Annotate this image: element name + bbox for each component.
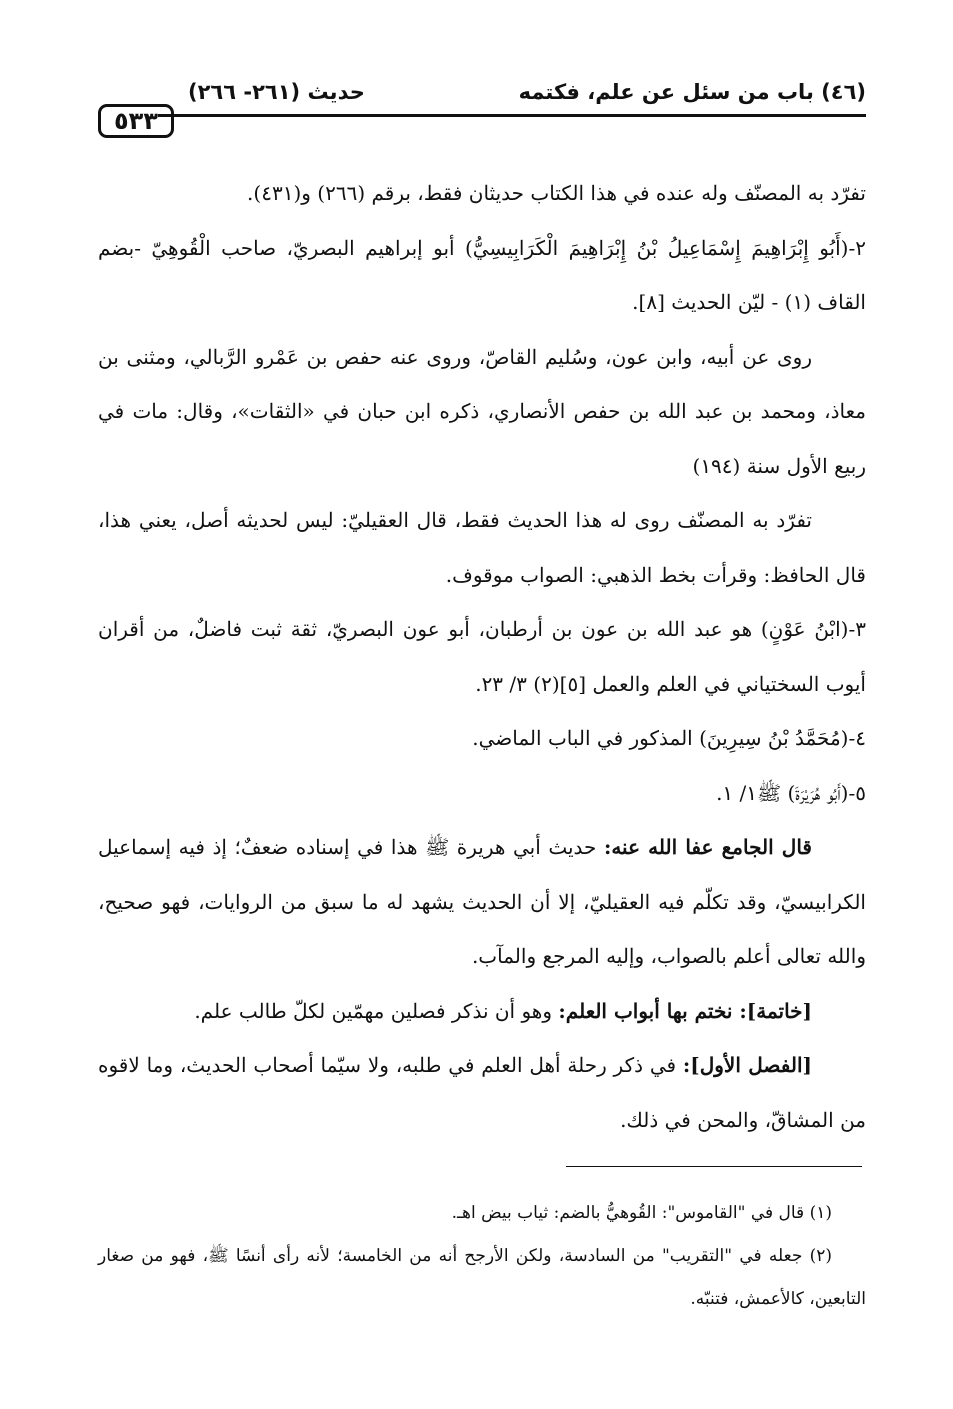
khatima-label: [خاتمة]: نختم بها أبواب العلم: <box>558 998 812 1023</box>
footnote: (٢) جعله في "التقريب" من السادسة، ولكن الأرجح أنه من الخامسة؛ لأنه رأى أنسًا ﷺ، فهو من صغار التابعين، كالأعمش، فتنبّه. <box>98 1246 866 1309</box>
paragraph: ٣-(ابْنُ عَوْنٍ) هو عبد الله بن عون بن أرطبان، أبو عون البصريّ، ثقة ثبت فاضلٌ، من أقران أيوب السختياني في العلم والعمل [٥](٢) ٣/ ٢٣. <box>98 617 866 696</box>
header-rule <box>174 114 866 117</box>
fasl-paragraph <box>98 1038 866 1147</box>
footnote: (١) قال في "القاموس": القُوهيُّ بالضم: ثياب بيض اهـ. <box>451 1203 832 1223</box>
paragraph: تفرّد به المصنّف روى له هذا الحديث فقط، قال العقيليّ: ليس لحديثه أصل، يعني هذا، قال الحافظ: وقرأت بخط الذهبي: الصواب موقوف. <box>98 508 866 587</box>
khatima-paragraph <box>98 984 866 1039</box>
hadith-range: حديث (٢٦١- ٢٦٦) <box>188 80 365 104</box>
footnote-divider <box>566 1166 862 1167</box>
paragraph: ٤-(مُحَمَّدُ بْنُ سِيرِينَ) المذكور في الباب الماضي. <box>472 726 866 750</box>
main-text <box>98 166 866 1147</box>
paragraph: ٢-(أَبُو إِبْرَاهِيمَ إِسْمَاعِيلُ بْنُ إِبْرَاهِيمَ الْكَرَابِيسِيُّ) أبو إبراهيم البصريّ، صاحب الْقُوهِيّ -بضم القاف (١) - ليّن الحديث [٨]. <box>98 235 866 314</box>
page-header <box>98 80 866 146</box>
jami-text: حديث أبي هريرة ﷺ هذا في إسناده ضعفٌ؛ إذ فيه إسماعيل الكرابيسيّ، وقد تكلّم فيه العقيليّ، إلا أن الحديث يشهد له ما سبق من الروايات، فهو صحيح، والله تعالى أعلم بالصواب، وإليه المرجع والمآب. <box>98 835 866 968</box>
khatima-text: وهو أن نذكر فصلين مهمّين لكلّ طالب علم. <box>194 998 559 1023</box>
footnotes <box>98 1192 866 1321</box>
page-number: ٥٣٣ <box>98 104 174 138</box>
paragraph: روى عن أبيه، وابن عون، وسُليم القاصّ، وروى عنه حفص بن عَمْرو الرَّبالي، ومثنى بن معاذ، ومحمد بن عبد الله بن حفص الأنصاري، ذكره ابن حبان في «الثقات»، وقال: مات في ربيع الأول سنة (١٩٤) <box>98 344 866 478</box>
paragraph: تفرّد به المصنّف وله عنده في هذا الكتاب حديثان فقط، برقم (٢٦٦) و(٤٣١). <box>247 181 866 205</box>
jami-paragraph <box>98 820 866 984</box>
fasl-text: في ذكر رحلة أهل العلم في طلبه، ولا سيّما أصحاب الحديث، وما لاقوه من المشاقّ، والمحن في ذلك. <box>98 1053 866 1132</box>
chapter-title: (٤٦) باب من سئل عن علم، فكتمه <box>518 80 866 104</box>
jami-label: قال الجامع عفا الله عنه: <box>603 835 812 859</box>
paragraph: ٥-(أَبُو هُرَيْرَةَ) ﷺ١/ ١. <box>716 780 866 805</box>
fasl-label: [الفصل الأول]: <box>682 1053 813 1077</box>
